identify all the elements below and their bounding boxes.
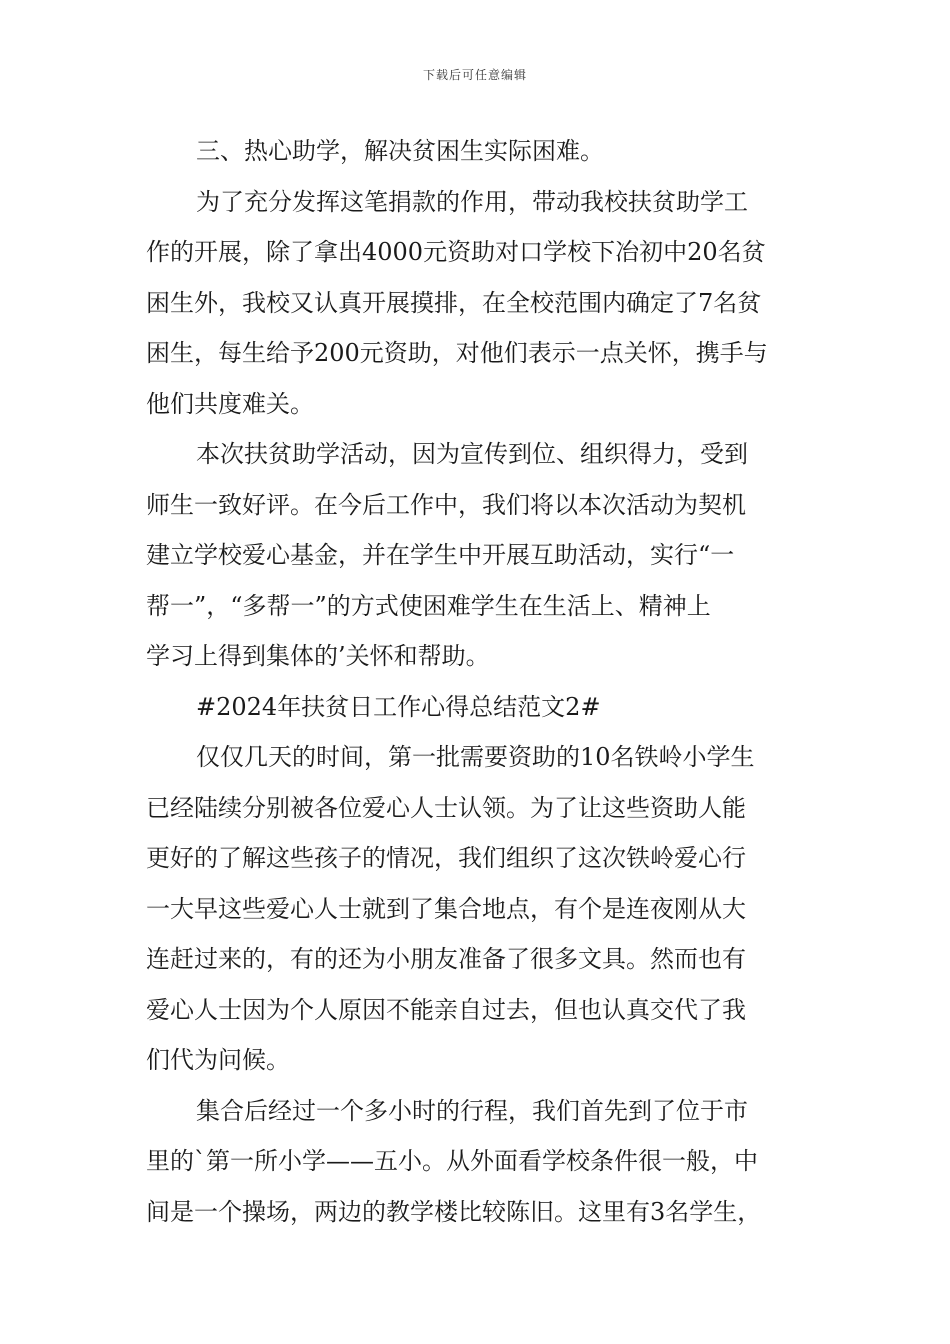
text-line: 集合后经过一个多小时的行程，我们首先到了位于市	[196, 1096, 748, 1125]
text-line: 仅仅几天的时间，第一批需要资助的10名铁岭小学生	[196, 743, 755, 771]
text-line: 三、热心助学，解决贫困生实际困难。	[196, 137, 604, 165]
text-line: 困生外，我校又认真开展摸排，在全校范围内确定了7名贫	[146, 288, 762, 317]
text-line: #2024年扶贫日工作心得总结范文2#	[196, 692, 601, 721]
header-note: 下载后可任意编辑	[422, 68, 527, 82]
text-line: 作的开展，除了拿出4000元资助对口学校下冶初中20名贫	[146, 238, 766, 266]
text-line: 爱心人士因为个人原因不能亲自过去，但也认真交代了我	[146, 995, 746, 1024]
text-line: 建立学校爱心基金，并在学生中开展互助活动，实行“一	[146, 541, 735, 569]
text-line: 帮一”，“多帮一”的方式使困难学生在生活上、精神上	[146, 591, 711, 620]
text-line: 已经陆续分别被各位爱心人士认领。为了让这些资助人能	[146, 793, 746, 822]
text-line: 他们共度难关。	[146, 389, 314, 418]
text-line: 学习上得到集体的’关怀和帮助。	[146, 642, 490, 670]
text-line: 间是一个操场，两边的教学楼比较陈旧。这里有3名学生，	[146, 1197, 762, 1226]
text-line: 们代为问候。	[146, 1046, 290, 1074]
text-line: 更好的了解这些孩子的情况，我们组织了这次铁岭爱心行	[146, 844, 746, 872]
document-body	[146, 126, 806, 1237]
text-line: 为了充分发挥这笔捐款的作用，带动我校扶贫助学工	[196, 187, 748, 216]
text-line: 师生一致好评。在今后工作中，我们将以本次活动为契机	[146, 490, 746, 519]
text-line: 连赶过来的，有的还为小朋友准备了很多文具。然而也有	[146, 945, 746, 973]
text-line: 一大早这些爱心人士就到了集合地点，有个是连夜刚从大	[146, 894, 746, 923]
text-line: 困生，每生给予200元资助，对他们表示一点关怀，携手与	[146, 339, 768, 367]
text-line: 本次扶贫助学活动，因为宣传到位、组织得力，受到	[196, 440, 748, 468]
text-line: 里的`第一所小学——五小。从外面看学校条件很一般，中	[146, 1147, 758, 1175]
